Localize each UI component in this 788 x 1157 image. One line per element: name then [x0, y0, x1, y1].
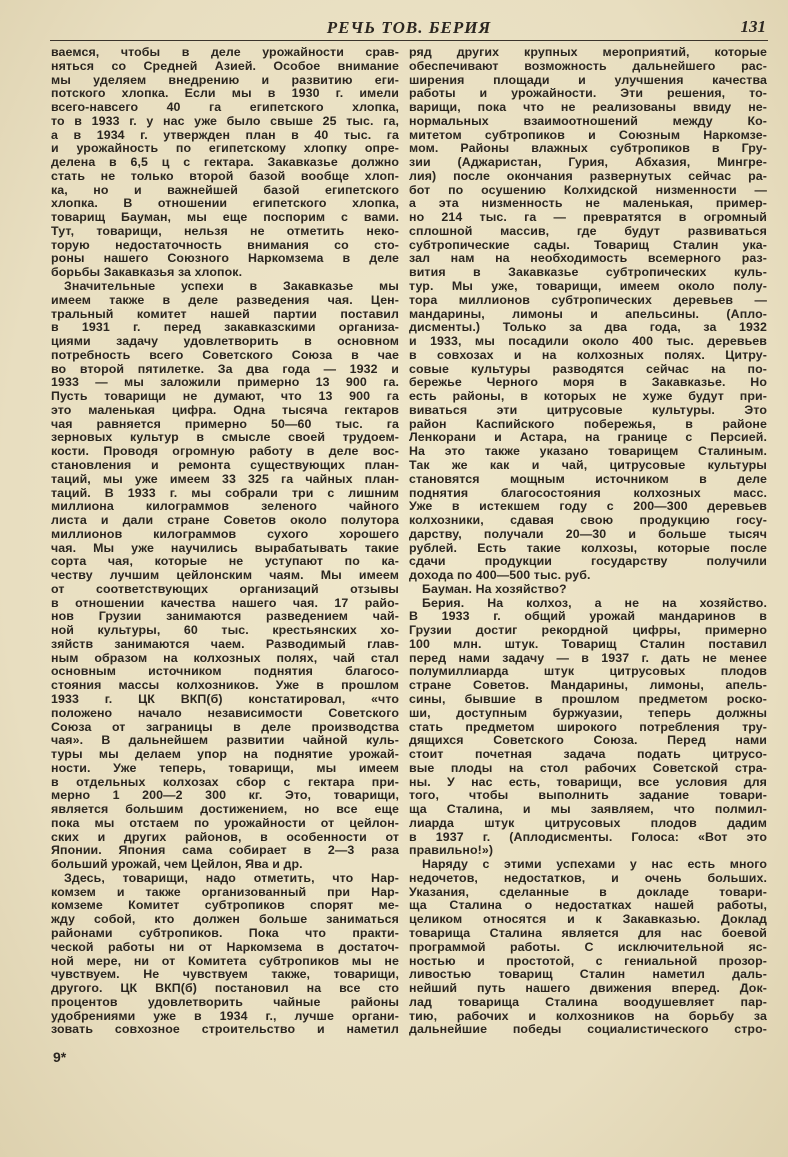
- text-line: Значительные успехи в Закавказье мы: [64, 279, 399, 294]
- text-line: зии (Аджаристан, Гурия, Абхазия, Мингре-: [409, 155, 767, 170]
- paragraph: [409, 858, 767, 1037]
- text-line: Наряду с этими успехами у нас есть много: [422, 857, 767, 872]
- text-line: во второй пятилетке. За два года — 1932 и: [51, 361, 399, 376]
- text-line: процентов удовлетворить чайные районы: [51, 994, 399, 1009]
- text-line: положено начало независимости Советского: [51, 705, 399, 720]
- text-line: а эта низменность не маленькая, пример-: [409, 196, 767, 211]
- text-line: туры мы делаем упор на поднятие урожай-: [51, 747, 399, 762]
- left-column: [51, 46, 399, 1037]
- text-line: ностью и простотой, с гениальной прозор-: [409, 953, 767, 968]
- text-line: лия) после окончания развернутых сейчас ра-: [409, 168, 767, 183]
- text-line: становления и ремонта существующих план-: [51, 457, 399, 472]
- text-line: листа и дали стране Советов около полутора: [51, 513, 399, 528]
- text-line: комземе Комитет субтропиков спорят ме-: [51, 898, 399, 913]
- paragraph: [51, 46, 399, 280]
- text-line: нормальных взаимоотношений между Ко-: [409, 113, 767, 128]
- text-line: сины, бывшие в прошлом предметом роско-: [409, 691, 767, 706]
- paragraph: [51, 280, 399, 872]
- text-line: сплошной массив, где будут развиваться: [409, 223, 767, 238]
- text-line: ческой работы ни от Наркомзема в достаточ-: [51, 939, 399, 954]
- text-line: зал нам на необходимость всемерного раз-: [409, 251, 767, 266]
- text-line: бот по осушению Колхидской низменности —: [409, 182, 767, 197]
- text-line: лиарда штук цитрусовых плодов дадим: [409, 815, 767, 830]
- text-line: Уже в истекшем году с 200—300 деревьев: [409, 499, 767, 514]
- text-line: обеспечивают возможность дальнейшего рас-: [409, 58, 767, 73]
- text-line: бережье Черного моря в Закавказье. Но: [409, 375, 767, 390]
- text-line: ских и других районов, в особенности от: [51, 829, 399, 844]
- text-line: Ленкорани и Астара, на границе с Персией.: [409, 430, 767, 445]
- text-line: стояния массы колхозников. Уже в прошлом: [51, 678, 399, 693]
- text-line: дохода по 400—500 тыс. руб.: [409, 568, 591, 583]
- text-line: ливостью товарищ Сталин наметил даль-: [409, 967, 767, 982]
- text-line: того, чтобы выполнить задание товари-: [409, 788, 767, 803]
- paragraph: [409, 597, 767, 859]
- text-line: ваемся, чтобы в деле урожайности срав-: [51, 45, 399, 59]
- text-line: циями задачу удовлетворить в основном: [51, 334, 399, 349]
- signature-mark: 9*: [53, 1049, 67, 1065]
- text-line: мом. Районы влажных субтропиков в Гру-: [409, 141, 767, 156]
- text-line: в отдельных колхозах сбор с гектара при-: [51, 774, 399, 789]
- text-line: 1933 г. ЦК ВКП(б) констатировал, «что: [51, 691, 399, 706]
- text-line: ща Сталина о недостатках нашей работы,: [409, 898, 767, 913]
- text-line: стране Советов. Мандарины, лимоны, апель-: [409, 678, 767, 693]
- text-line: является большим достижением, но все еще: [51, 802, 399, 817]
- text-line: зяйств занимаются чаем. Разводимый глав-: [51, 636, 399, 651]
- text-line: поднятия благосостояния колхозных масс.: [409, 485, 767, 500]
- text-line: есть районы, в которых не хуже будут при-: [409, 389, 767, 404]
- text-line: а в 1934 г. утвержден план в 40 тыс. га: [51, 127, 399, 142]
- text-line: Указания, сделанные в докладе товари-: [409, 884, 767, 899]
- text-line: основным источником поднятия благосо-: [51, 664, 399, 679]
- text-line: ши, доступным буржуазии, теперь должны: [409, 705, 767, 720]
- text-line: ны. У нас есть, товарищи, все условия для: [409, 774, 767, 789]
- text-line: Берия. На колхоз, а не на хозяйство.: [422, 595, 767, 610]
- text-line: субтропические сады. Товарищ Сталин ука-: [409, 237, 767, 252]
- text-line: таций, мы уже имеем 33 325 га чайных план-: [51, 471, 399, 486]
- text-line: Пусть товарищи не думают, что 13 900 га: [51, 389, 399, 404]
- text-line: торую недостаточность внимания со сто-: [51, 237, 399, 252]
- text-line: комзем и также организованный при Нар-: [51, 884, 399, 899]
- text-line: чая». В дальнейшем развитии чайной куль-: [51, 733, 399, 748]
- text-line: роны нашего Союзного Наркомзема в деле: [51, 251, 399, 266]
- text-line: Здесь, товарищи, надо отметить, что Нар-: [64, 870, 399, 885]
- text-line: В 1933 г. общий урожай мандаринов в: [409, 609, 767, 624]
- text-line: тию, рабочих и колхозников на борьбу за: [409, 1008, 767, 1023]
- text-line: целиком относятся и к Закавказью. Доклад: [409, 912, 767, 927]
- text-line: пока мы отстаем по урожайности от цейлон-: [51, 815, 399, 830]
- text-line: в совхозах и на колхозных полях. Цитру-: [409, 347, 767, 362]
- text-line: ща Сталина, и мы заявляем, что полмил-: [409, 802, 767, 817]
- text-line: товарища Сталина является для нас боевой: [409, 926, 767, 940]
- text-line: ка, но и важнейшей базой египетского: [51, 182, 399, 197]
- text-line: вые плоды на стол рабочих Советской стра-: [409, 760, 767, 775]
- text-line: миллионов килограммов сухого хорошего: [51, 526, 399, 541]
- text-line: чая. Мы уже научились вырабатывать такие: [51, 540, 399, 555]
- text-line: ным образом на колхозных полях, чай стал: [51, 650, 399, 665]
- text-line: товарищ Бауман, мы еще поспорим с вами.: [51, 210, 399, 225]
- text-line: работы и урожайности. Эти решения, то-: [409, 86, 767, 101]
- paragraph: [409, 46, 767, 583]
- text-line: перед нами задачу — в 1937 г. дать не менее: [409, 650, 767, 665]
- text-line: районами субтропиков. Пока что практи-: [51, 926, 399, 940]
- text-line: имеем также в деле разведения чая. Цен-: [51, 292, 399, 307]
- text-line: делена в 6,5 ц с гектара. Закавказье должно: [51, 155, 399, 170]
- text-line: но 214 тыс. га — превратятся в огромный: [409, 210, 767, 225]
- text-line: няться со Средней Азией. Особое внимание: [51, 58, 399, 73]
- text-line: район Каспийского побережья, в районе: [409, 416, 767, 431]
- text-line: борьбы Закавказья за хлопок.: [51, 265, 243, 280]
- text-line: программой работы. С исключительной яс-: [409, 939, 767, 954]
- text-line: становятся мощным источником в деле: [409, 471, 767, 486]
- text-line: мы уделяем внедрению и развитию еги-: [51, 72, 399, 87]
- text-line: ной культуры, 60 тыс. крестьянских хо-: [51, 623, 399, 638]
- text-line: это маленькая цифра. Одна тысяча гектаров: [51, 402, 399, 417]
- text-line: рублей. Есть такие колхозы, которые после: [409, 540, 767, 555]
- text-line: миллиона килограммов зеленого чайного: [51, 499, 399, 514]
- text-line: стать не только второй базой вообще хлоп-: [51, 168, 399, 183]
- text-line: зерновых культур в смысле своей трудоем-: [51, 430, 399, 445]
- text-line: мерно 1 200—2 300 кг. Это, товарищи,: [51, 788, 399, 803]
- text-line: и 1933, мы посадили около 400 тыс. деревьев: [409, 334, 767, 349]
- text-line: нов Грузии занимаются разведением чай-: [51, 609, 399, 624]
- text-line: в отношении качества нашего чая. 17 райо-: [51, 595, 399, 610]
- text-line: Бауман. На хозяйство?: [422, 581, 567, 596]
- running-title: РЕЧЬ ТОВ. БЕРИЯ: [326, 18, 492, 37]
- text-line: удобрениями уже в 1934 г., лучше органи-: [51, 1008, 399, 1023]
- text-line: Грузии достиг рекордной цифры, примерно: [409, 623, 767, 638]
- text-line: Японии. Япония сама собирает в 2—3 раза: [51, 843, 399, 858]
- text-line: ряд других крупных мероприятий, которые: [409, 45, 767, 59]
- text-line: потского хлопка. Если мы в 1930 г. имели: [51, 86, 399, 101]
- text-line: ширения площади и улучшения качества: [409, 72, 767, 87]
- text-line: стоит почетная задача подать цитрусо-: [409, 747, 767, 762]
- text-line: Союза от заграницы в деле производства: [51, 719, 399, 734]
- paragraph: [409, 583, 767, 597]
- text-line: дальнейшие победы социалистического стро-: [409, 1022, 767, 1037]
- page-number: 131: [740, 17, 766, 36]
- text-line: правильно!»): [409, 843, 494, 858]
- text-line: тральный комитет нашей партии поставил: [51, 306, 399, 321]
- text-line: виваться эти цитрусовые культуры. Это: [409, 402, 767, 417]
- text-line: в 1937 г. (Аплодисменты. Голоса: «Вот это: [409, 829, 767, 844]
- text-line: Так же как и чай, цитрусовые культуры: [409, 457, 767, 472]
- text-line: нейший путь нашего движения вперед. Док-: [409, 981, 767, 996]
- text-line: честву лучшим цейлонским чаям. Мы имеем: [51, 568, 399, 583]
- text-line: от соответствующих организаций отзывы: [51, 581, 399, 596]
- text-line: колхозники, сдавая свою продукцию госу-: [409, 513, 767, 528]
- text-line: всего-навсего 40 га египетского хлопка,: [51, 100, 399, 115]
- text-line: зовать совхозное строительство и наметил: [51, 1022, 399, 1037]
- text-line: кости. Проводя огромную работу в деле вос-: [51, 444, 399, 459]
- text-line: таций. В 1933 г. мы собрали три с лишним: [51, 485, 399, 500]
- text-line: в 1931 г. перед закавказскими организа-: [51, 320, 399, 335]
- text-line: сдачи продукции государству получили: [409, 554, 767, 569]
- text-line: ности. Уже теперь, товарищи, мы имеем: [51, 760, 399, 775]
- text-line: лад товарища Сталина воодушевляет пар-: [409, 994, 767, 1009]
- text-line: недочетов, недостатков, и очень больших.: [409, 870, 767, 885]
- text-line: жду собой, кто должен больше заниматься: [51, 912, 399, 927]
- text-line: ной мере, ни от Комитета субтропиков мы не: [51, 953, 399, 968]
- text-line: Тут, товарищи, нельзя не отметить неко-: [51, 223, 399, 238]
- text-line: дящихся Советского Союза. Перед нами: [409, 733, 767, 748]
- text-line: дисменты.) Только за два года, за 1932: [409, 320, 767, 335]
- text-line: тора миллионов субтропических деревьев —: [409, 292, 767, 307]
- text-line: 1933 — мы заложили примерно 13 900 га.: [51, 375, 399, 390]
- text-line: варищи, пока что не реализованы ввиду не-: [409, 100, 767, 115]
- text-line: другого. ЦК ВКП(б) постановил на все сто: [51, 981, 399, 996]
- paragraph: [51, 872, 399, 1037]
- text-line: больший урожай, чем Цейлон, Ява и др.: [51, 857, 303, 872]
- text-line: полумиллиарда штук цитрусовых плодов: [409, 664, 767, 679]
- text-line: 100 млн. штук. Товарищ Сталин поставил: [409, 636, 767, 651]
- right-column: [409, 46, 767, 1037]
- text-line: вития в Закавказье субтропических куль-: [409, 265, 767, 280]
- text-line: сорта чая, которые не уступают по ка-: [51, 554, 399, 569]
- text-line: совые культуры разводятся сейчас на по-: [409, 361, 767, 376]
- text-line: и урожайность по египетскому хлопку опре-: [51, 141, 399, 156]
- text-line: потребность всего Советского Союза в чае: [51, 347, 399, 362]
- text-line: тур. Мы уже, товарищи, имеем около полу-: [409, 279, 767, 294]
- running-header: [50, 2, 768, 41]
- text-line: мандарины, лимоны и апельсины. (Апло-: [409, 306, 767, 321]
- text-line: митетом субтропиков и Союзным Наркомзе-: [409, 127, 767, 142]
- text-line: дарству, получали 20—30 и больше тысяч: [409, 526, 767, 541]
- text-line: хлопка. В отношении египетского хлопка,: [51, 196, 399, 211]
- text-line: стать предметом широкого потребления тру-: [409, 719, 767, 734]
- text-line: чувствуем. Не чувствуем также, товарищи,: [51, 967, 399, 982]
- text-line: чая равняется примерно 50—60 тыс. га: [51, 416, 399, 431]
- text-line: то в 1933 г. у нас уже было свыше 25 тыс. га,: [51, 113, 399, 128]
- text-line: На это также указано товарищем Сталиным.: [409, 444, 767, 459]
